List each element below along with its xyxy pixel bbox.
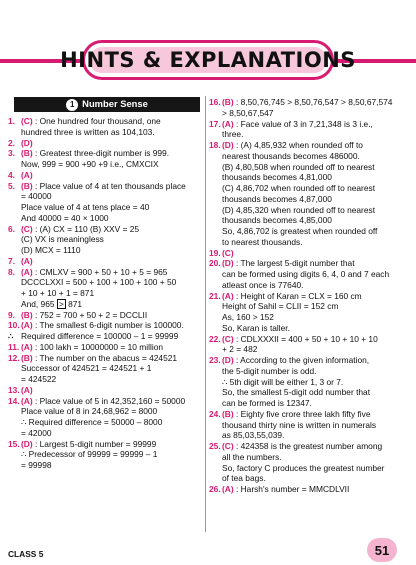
answer-entry	[209, 119, 409, 141]
answer-entry	[8, 138, 206, 149]
explanation-text: can be formed is 12347.	[222, 398, 312, 408]
explanation-text: : Harsh's number = MMCDLVII	[235, 484, 350, 494]
answer-option: (C)	[222, 333, 234, 344]
explanation-text: thousands becomes 4,85,000	[222, 215, 332, 226]
explanation-text: Place value of 8 in 24,68,962 = 8000	[21, 406, 158, 417]
explanation-text: : Height of Karan = CLX = 160 cm	[235, 290, 362, 301]
right-column	[209, 97, 409, 495]
question-number: 14.	[8, 395, 20, 406]
answer-entry	[209, 291, 409, 334]
answer-option: (A)	[21, 320, 33, 331]
page-title: HINTS & EXPLANATIONS	[60, 48, 356, 72]
explanation-text: + 10 + 10 + 1 = 871	[21, 288, 95, 298]
answer-entry	[209, 334, 409, 356]
explanation-text: So, factory C produces the greatest number	[222, 462, 385, 473]
explanation-text: : CDLXXXII = 400 + 50 + 10 + 10 + 10	[235, 333, 378, 344]
explanation-text: + 2 = 482	[222, 344, 258, 355]
answer-option: (B)	[21, 352, 33, 363]
explanation-text: can be formed using digits 6, 4, 0 and 7 each	[222, 269, 390, 279]
question-number: 17.	[209, 118, 221, 129]
explanation-text: : According to the given information,	[235, 355, 370, 365]
explanation-text: ∴ Predecessor of 99999 = 99999 – 1	[21, 449, 158, 460]
page-number-badge	[367, 538, 397, 562]
answer-option: (D)	[222, 258, 234, 269]
explanation-text: ∴ Required difference = 50000 – 8000	[21, 417, 163, 427]
answer-option: (A)	[222, 118, 234, 129]
explanation-text: of tea bags.	[222, 473, 266, 484]
explanation-text: thousands becomes 4,87,000	[222, 193, 332, 204]
explanation-text: the 5-digit number is odd.	[222, 365, 317, 376]
section-banner	[14, 97, 200, 112]
answer-option: (A)	[21, 169, 33, 180]
answer-entry	[8, 320, 206, 331]
explanation-text: = 424522	[21, 374, 57, 384]
answer-entry	[8, 439, 206, 471]
answer-option: (B)	[222, 408, 234, 419]
answer-option: (D)	[21, 438, 33, 449]
answer-entry	[8, 224, 206, 256]
answer-entry	[209, 355, 409, 409]
explanation-text: : CMLXV = 900 + 50 + 10 + 5 = 965	[34, 266, 168, 277]
answer-entry	[8, 148, 206, 170]
explanation-text: : (A) 4,85,932 when rounded off to	[235, 140, 363, 150]
explanation-text: thousand thirty nine is written in numerals	[222, 419, 377, 430]
explanation-text: : 752 = 700 + 50 + 2 = DCCLII	[34, 309, 148, 320]
answer-option: (D)	[222, 140, 234, 150]
question-number: 6.	[8, 223, 15, 234]
explanation-text: thousands becomes 4,81,000	[222, 172, 332, 183]
explanation-text: And 40000 = 40 × 1000	[21, 212, 109, 223]
left-answer-list	[8, 116, 206, 471]
title-pill	[60, 40, 356, 80]
explanation-text: : 100 lakh = 10000000 = 10 million	[34, 341, 164, 352]
answer-entry	[209, 441, 409, 484]
explanation-text: As, 160 > 152	[222, 312, 274, 322]
explanation-text: (B) 4,80,508 when rounded off to nearest	[222, 161, 375, 172]
answer-entry	[8, 256, 206, 267]
right-answer-list	[209, 97, 409, 495]
answer-option: (A)	[21, 384, 33, 395]
question-number: 23.	[209, 355, 221, 365]
answer-entry	[209, 248, 409, 259]
explanation-text: : (A) CX = 110 (B) XXV = 25	[34, 223, 140, 234]
answer-entry	[8, 353, 206, 385]
answer-option: (A)	[21, 341, 33, 352]
explanation-text: : The number on the abacus = 424521	[34, 352, 178, 363]
explanation-text: = 40000	[21, 191, 52, 202]
answer-option: (C)	[21, 223, 33, 234]
explanation-text: So, the smallest 5-digit odd number that	[222, 387, 371, 398]
explanation-text: (D) 4,85,320 when rounded off to nearest	[222, 204, 376, 215]
answer-option: (D)	[222, 355, 234, 365]
answer-option: (C)	[222, 247, 234, 258]
explanation-text: : One hundred four thousand, one	[34, 116, 161, 126]
explanation-text: : The smallest 6-digit number is 100000.	[34, 320, 184, 331]
explanation-text: So, Karan is taller.	[222, 322, 290, 333]
answer-option: (D)	[21, 137, 33, 148]
explanation-text: And, 965 > 871	[21, 298, 83, 309]
question-number: 18.	[209, 140, 221, 150]
question-number: 16.	[209, 97, 221, 107]
explanation-text: > 8,50,67,547	[222, 107, 274, 118]
answer-option: (A)	[21, 266, 33, 277]
answer-option: (A)	[21, 255, 33, 266]
explanation-text: : The largest 5-digit number that	[235, 258, 355, 269]
question-number: 3.	[8, 148, 15, 159]
explanation-text: : Eighty five crore three lakh fifty five	[235, 408, 371, 419]
answer-entry	[8, 116, 206, 138]
answer-option: (B)	[21, 309, 33, 320]
answer-entry	[8, 396, 206, 439]
explanation-text: to nearest thousands.	[222, 236, 303, 247]
answer-entry	[8, 342, 206, 353]
answer-entry	[8, 181, 206, 224]
explanation-text: : 424358 is the greatest number among	[235, 441, 383, 451]
question-number: 13.	[8, 384, 20, 395]
question-number: 20.	[209, 258, 221, 269]
explanation-text: Required difference = 100000 – 1 = 99999	[21, 331, 179, 341]
explanation-text: : Place value of 4 at ten thousands place	[34, 180, 186, 191]
question-number: ∴	[8, 331, 14, 341]
question-number: 21.	[209, 290, 221, 301]
explanation-text: (C) VX is meaningless	[21, 234, 104, 245]
answer-option: (C)	[222, 441, 234, 451]
question-number: 8.	[8, 266, 15, 277]
explanation-text: Now, 999 = 900 +90 +9 i.e., CMXCIX	[21, 159, 159, 169]
answer-option: (A)	[222, 484, 234, 494]
question-number: 9.	[8, 309, 15, 320]
question-number: 2.	[8, 137, 15, 148]
explanation-text: Place value of 4 at tens place = 40	[21, 202, 150, 212]
comparison-box: >	[58, 298, 64, 309]
question-number: 26.	[209, 484, 221, 494]
question-number: 5.	[8, 180, 15, 191]
explanation-text: Successor of 424521 = 424521 + 1	[21, 363, 152, 374]
answer-option: (B)	[21, 180, 33, 191]
section-title: Number Sense	[82, 98, 148, 110]
question-number: 25.	[209, 441, 221, 451]
question-number: 22.	[209, 333, 221, 344]
explanation-text: : 8,50,76,745 > 8,50,76,547 > 8,50,67,574	[235, 97, 393, 107]
answer-option: (A)	[21, 395, 33, 406]
class-label: CLASS 5	[8, 549, 44, 559]
title-banner	[0, 40, 416, 80]
answer-entry	[209, 484, 409, 495]
answer-entry	[209, 97, 409, 119]
section-number: 1	[66, 99, 78, 111]
answer-entry	[209, 258, 409, 290]
question-number: 1.	[8, 116, 15, 126]
question-number: 7.	[8, 255, 15, 266]
explanation-text: So, 4,86,702 is greatest when rounded off	[222, 226, 378, 236]
left-column	[8, 97, 206, 471]
answer-entry	[8, 267, 206, 310]
answer-entry	[8, 170, 206, 181]
question-number: 24.	[209, 408, 221, 419]
answer-entry	[8, 385, 206, 396]
page-number: 51	[374, 542, 390, 558]
explanation-text: : Largest 5-digit number = 99999	[34, 438, 157, 449]
explanation-text: nearest thousands becomes 486000.	[222, 150, 360, 161]
explanation-text: atleast once is 77640.	[222, 279, 304, 290]
explanation-text: DCCCLXXI = 500 + 100 + 100 + 100 + 50	[21, 277, 177, 288]
explanation-text: all the numbers.	[222, 451, 282, 462]
answer-entry	[8, 310, 206, 321]
question-number: 4.	[8, 169, 15, 180]
question-number: 10.	[8, 320, 20, 331]
answer-option: (B)	[222, 97, 234, 107]
explanation-text: : Greatest three-digit number is 999.	[34, 148, 170, 159]
answer-option: (B)	[21, 148, 33, 159]
explanation-text: : Face value of 3 in 7,21,348 is 3 i.e.,	[235, 118, 373, 129]
explanation-text: (D) MCX = 1110	[21, 245, 81, 255]
explanation-text: Height of Sahil = CLII = 152 cm	[222, 301, 339, 312]
explanation-text: hundred three is written as 104,103.	[21, 126, 155, 137]
explanation-text: ∴ 5th digit will be either 1, 3 or 7.	[222, 376, 344, 387]
explanation-text: = 42000	[21, 427, 52, 438]
question-number: 11.	[8, 341, 20, 352]
answer-entry	[8, 331, 206, 342]
explanation-text: = 99998	[21, 460, 52, 470]
answer-option: (C)	[21, 116, 33, 126]
question-number: 12.	[8, 352, 20, 363]
explanation-text: three.	[222, 129, 244, 140]
explanation-text: : Place value of 5 in 42,352,160 = 50000	[34, 395, 186, 406]
question-number: 15.	[8, 438, 20, 449]
answer-entry	[209, 140, 409, 248]
answer-entry	[209, 409, 409, 441]
explanation-text: (C) 4,86,702 when rounded off to nearest	[222, 183, 376, 193]
explanation-text: as 85,03,55,039.	[222, 430, 285, 441]
answer-option: (A)	[222, 290, 234, 301]
question-number: 19.	[209, 247, 221, 258]
